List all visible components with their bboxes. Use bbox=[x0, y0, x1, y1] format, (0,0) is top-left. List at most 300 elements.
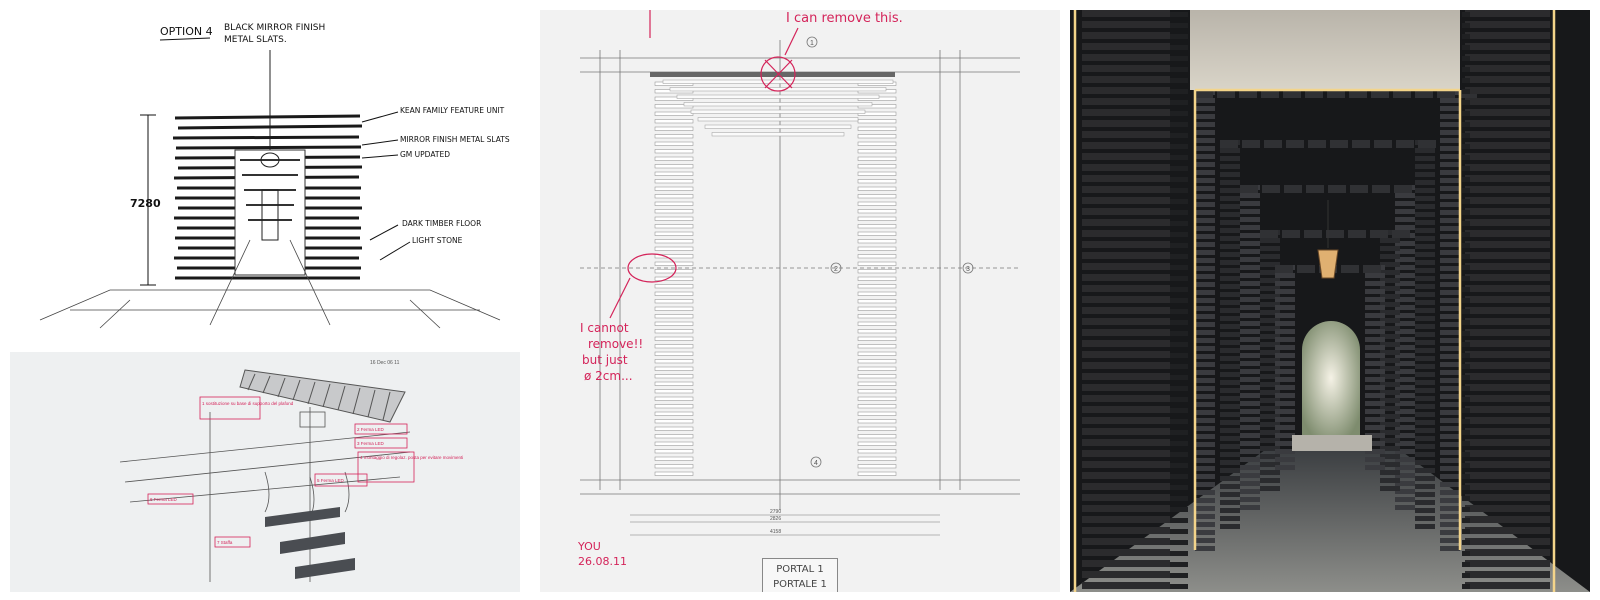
slat bbox=[655, 247, 693, 251]
frame-slat bbox=[1395, 505, 1415, 510]
frame-slat bbox=[1240, 241, 1260, 246]
frame-slat bbox=[1220, 228, 1240, 233]
frame-slat bbox=[1395, 209, 1415, 214]
frame-slat bbox=[1415, 436, 1435, 441]
slat bbox=[655, 375, 693, 379]
slat bbox=[1465, 175, 1550, 182]
slat bbox=[858, 367, 896, 371]
slat bbox=[858, 195, 896, 199]
slat bbox=[1462, 243, 1470, 248]
slat bbox=[1465, 472, 1550, 479]
slat bbox=[1462, 177, 1470, 182]
slat bbox=[858, 277, 896, 281]
slat bbox=[655, 300, 693, 304]
slat bbox=[858, 120, 896, 124]
frame-slat bbox=[1440, 402, 1460, 407]
slat bbox=[698, 118, 858, 122]
frame-slat bbox=[1415, 468, 1435, 473]
slat bbox=[1465, 10, 1550, 17]
slat bbox=[1462, 309, 1470, 314]
slat bbox=[1082, 318, 1170, 325]
slat bbox=[655, 322, 693, 326]
slat bbox=[1465, 395, 1550, 402]
frame-slat bbox=[1415, 148, 1435, 153]
frame-slat bbox=[1365, 369, 1385, 374]
frame-slat bbox=[1275, 273, 1295, 278]
slat bbox=[1170, 441, 1188, 446]
frame-slat bbox=[1440, 394, 1460, 399]
slat bbox=[1170, 507, 1188, 512]
frame-slat bbox=[1220, 252, 1240, 257]
slat bbox=[858, 262, 896, 266]
frame-slat bbox=[1415, 356, 1435, 361]
frame-slat bbox=[1365, 281, 1385, 286]
frame-slat bbox=[1415, 508, 1435, 513]
sketch-label: DARK TIMBER FLOOR bbox=[402, 219, 482, 228]
slat bbox=[655, 187, 693, 191]
frame-slat bbox=[1440, 178, 1460, 183]
frame-slat bbox=[1440, 234, 1460, 239]
slat bbox=[858, 427, 896, 431]
frame-slat bbox=[1365, 401, 1385, 406]
frame-slat bbox=[1195, 458, 1215, 463]
frame-slat bbox=[1195, 426, 1215, 431]
frame-slat bbox=[1395, 497, 1415, 502]
detail-date-note: 16 Dec 06 11 bbox=[370, 360, 400, 366]
slat bbox=[1465, 483, 1550, 490]
frame-slat bbox=[1275, 305, 1295, 310]
frame-slat bbox=[1415, 252, 1435, 257]
frame-slat bbox=[1195, 370, 1215, 375]
frame-slat bbox=[1365, 337, 1385, 342]
slat bbox=[655, 330, 693, 334]
slat bbox=[1082, 395, 1170, 402]
slat bbox=[1170, 562, 1188, 567]
frame-slat bbox=[1415, 308, 1435, 313]
frame-slat bbox=[1195, 354, 1215, 359]
slat bbox=[1465, 560, 1550, 567]
frame-slat bbox=[1440, 370, 1460, 375]
slat bbox=[858, 217, 896, 221]
slat bbox=[1170, 12, 1188, 17]
slat bbox=[1462, 364, 1470, 369]
slat bbox=[1465, 571, 1550, 578]
slat bbox=[1082, 560, 1170, 567]
frame-slat bbox=[1440, 314, 1460, 319]
slat bbox=[1465, 197, 1550, 204]
slat bbox=[705, 125, 851, 129]
slat bbox=[1082, 274, 1170, 281]
slat bbox=[1082, 527, 1170, 534]
frame-slat bbox=[1365, 417, 1385, 422]
frame-slat bbox=[1195, 346, 1215, 351]
slat bbox=[1170, 452, 1188, 457]
frame-slat bbox=[1415, 316, 1435, 321]
slat bbox=[1170, 254, 1188, 259]
slat bbox=[858, 142, 896, 146]
frame-slat bbox=[1240, 233, 1260, 238]
slat bbox=[1462, 221, 1470, 226]
frame-slat bbox=[1195, 154, 1215, 159]
frame-slat bbox=[1440, 474, 1460, 479]
frame-slat bbox=[1415, 212, 1435, 217]
frame-slat bbox=[1240, 497, 1260, 502]
slat bbox=[1462, 111, 1470, 116]
slat bbox=[1170, 474, 1188, 479]
slat bbox=[655, 307, 693, 311]
frame-slat bbox=[1242, 140, 1260, 148]
slat bbox=[1082, 65, 1170, 72]
frame-slat bbox=[1220, 420, 1240, 425]
frame-slat bbox=[1415, 388, 1435, 393]
frame-slat bbox=[1348, 230, 1366, 238]
frame-slat bbox=[1220, 220, 1240, 225]
frame-slat bbox=[1440, 258, 1460, 263]
frame-slat bbox=[1262, 185, 1280, 193]
frame-slat bbox=[1195, 202, 1215, 207]
slat bbox=[1170, 34, 1188, 39]
slat bbox=[1462, 133, 1470, 138]
frame-slat bbox=[1275, 345, 1295, 350]
slat bbox=[1462, 584, 1470, 589]
frame-slat bbox=[1415, 188, 1435, 193]
frame-slat bbox=[1195, 474, 1215, 479]
slat bbox=[655, 277, 693, 281]
frame-slat bbox=[1240, 225, 1260, 230]
frame-slat bbox=[1380, 238, 1400, 243]
slat bbox=[858, 315, 896, 319]
frame-slat bbox=[1195, 466, 1215, 471]
frame-slat bbox=[1415, 180, 1435, 185]
frame-slat bbox=[1220, 500, 1240, 505]
slat bbox=[1170, 111, 1188, 116]
frame-slat bbox=[1195, 290, 1215, 295]
slat bbox=[1170, 155, 1188, 160]
slat bbox=[1465, 384, 1550, 391]
frame-slat bbox=[1306, 185, 1324, 193]
frame-slat bbox=[1195, 306, 1215, 311]
frame-slat bbox=[1195, 114, 1215, 119]
frame-slat bbox=[1440, 146, 1460, 151]
slat bbox=[655, 270, 693, 274]
slat bbox=[655, 232, 693, 236]
frame-slat bbox=[1418, 140, 1436, 148]
frame-slat bbox=[1440, 226, 1460, 231]
slat bbox=[655, 405, 693, 409]
frame-slat bbox=[1195, 410, 1215, 415]
slat bbox=[1082, 186, 1170, 193]
frame-slat bbox=[1440, 170, 1460, 175]
slat bbox=[655, 382, 693, 386]
frame-slat bbox=[1220, 484, 1240, 489]
frame-slat bbox=[1415, 196, 1435, 201]
dimension-value: 2790 bbox=[770, 509, 782, 515]
frame-slat bbox=[1195, 538, 1215, 543]
slat bbox=[655, 165, 693, 169]
slat bbox=[655, 217, 693, 221]
slat bbox=[1170, 133, 1188, 138]
corridor-photo-panel bbox=[1070, 10, 1590, 592]
frame-slat bbox=[1220, 508, 1240, 513]
frame-slat bbox=[1415, 492, 1435, 497]
frame-slat bbox=[1275, 369, 1295, 374]
slat bbox=[1465, 582, 1550, 589]
frame-slat bbox=[1365, 329, 1385, 334]
frame-slat bbox=[1260, 470, 1280, 475]
slat bbox=[655, 157, 693, 161]
slat bbox=[1170, 353, 1188, 358]
slat bbox=[1170, 100, 1188, 105]
slat bbox=[858, 225, 896, 229]
stamp-line: PORTALE 1 bbox=[773, 579, 827, 590]
slat bbox=[655, 397, 693, 401]
frame-slat bbox=[1240, 369, 1260, 374]
frame-slat bbox=[1415, 484, 1435, 489]
slat bbox=[1082, 252, 1170, 259]
slat bbox=[1465, 274, 1550, 281]
frame-slat bbox=[1415, 476, 1435, 481]
frame-slat bbox=[1240, 313, 1260, 318]
slat bbox=[1462, 287, 1470, 292]
slat bbox=[1465, 153, 1550, 160]
slat bbox=[655, 390, 693, 394]
frame-slat bbox=[1395, 193, 1415, 198]
frame-slat bbox=[1260, 230, 1278, 238]
slat bbox=[858, 300, 896, 304]
slat bbox=[684, 103, 872, 107]
slat bbox=[655, 180, 693, 184]
frame-slat bbox=[1275, 465, 1295, 470]
frame-slat bbox=[1380, 254, 1400, 259]
slat bbox=[858, 405, 896, 409]
frame-slat bbox=[1195, 442, 1215, 447]
slat bbox=[655, 225, 693, 229]
slat bbox=[1462, 353, 1470, 358]
slat bbox=[1170, 67, 1188, 72]
slat bbox=[858, 172, 896, 176]
slat bbox=[655, 352, 693, 356]
slat bbox=[1465, 142, 1550, 149]
frame-slat bbox=[1394, 185, 1412, 193]
title-stamp bbox=[762, 558, 838, 592]
frame-slat bbox=[1275, 417, 1295, 422]
frame-slat bbox=[1220, 332, 1240, 337]
frame-slat bbox=[1220, 476, 1240, 481]
slat bbox=[1082, 362, 1170, 369]
frame-slat bbox=[1415, 524, 1435, 529]
slat bbox=[1462, 408, 1470, 413]
frame-slat bbox=[1240, 273, 1260, 278]
frame-slat bbox=[1240, 433, 1260, 438]
slat bbox=[1170, 276, 1188, 281]
slat bbox=[1170, 188, 1188, 193]
slat bbox=[858, 457, 896, 461]
frame-slat bbox=[1260, 486, 1280, 491]
slat bbox=[1462, 56, 1470, 61]
slat bbox=[1082, 329, 1170, 336]
slat bbox=[858, 330, 896, 334]
frame-slat bbox=[1195, 282, 1215, 287]
slat bbox=[858, 165, 896, 169]
slat bbox=[655, 142, 693, 146]
slat bbox=[1082, 384, 1170, 391]
detail-drawing bbox=[10, 352, 520, 592]
frame-slat bbox=[1275, 457, 1295, 462]
slat bbox=[858, 375, 896, 379]
slat bbox=[1462, 342, 1470, 347]
slat bbox=[1170, 463, 1188, 468]
frame-slat bbox=[1440, 130, 1460, 135]
slat bbox=[1462, 199, 1470, 204]
frame-slat bbox=[1392, 230, 1410, 238]
frame-slat bbox=[1380, 478, 1400, 483]
frame-slat bbox=[1220, 412, 1240, 417]
frame-slat bbox=[1440, 250, 1460, 255]
frame-slat bbox=[1240, 353, 1260, 358]
slat bbox=[1465, 186, 1550, 193]
slat bbox=[1465, 329, 1550, 336]
slat bbox=[1170, 199, 1188, 204]
frame-slat bbox=[1326, 230, 1344, 238]
frame-slat bbox=[1220, 308, 1240, 313]
frame-slat bbox=[1195, 266, 1215, 271]
slat bbox=[1465, 21, 1550, 28]
frame-slat bbox=[1240, 321, 1260, 326]
slat bbox=[1462, 210, 1470, 215]
frame-slat bbox=[1352, 140, 1370, 148]
frame-slat bbox=[1275, 361, 1295, 366]
slat bbox=[1082, 87, 1170, 94]
frame-slat bbox=[1308, 140, 1326, 148]
frame-slat bbox=[1440, 194, 1460, 199]
frame-slat bbox=[1240, 393, 1260, 398]
frame-slat bbox=[1297, 265, 1315, 273]
slat bbox=[655, 442, 693, 446]
frame-slat bbox=[1195, 98, 1215, 103]
slat bbox=[1462, 78, 1470, 83]
slat bbox=[1170, 177, 1188, 182]
slat bbox=[858, 472, 896, 476]
slat bbox=[655, 292, 693, 296]
slat bbox=[858, 352, 896, 356]
slat bbox=[1462, 23, 1470, 28]
slat bbox=[858, 307, 896, 311]
frame-slat bbox=[1440, 266, 1460, 271]
slat bbox=[1465, 32, 1550, 39]
slat bbox=[1465, 549, 1550, 556]
sketch-title-3: METAL SLATS. bbox=[224, 35, 287, 45]
slat bbox=[1170, 243, 1188, 248]
slat bbox=[655, 127, 693, 131]
slat bbox=[655, 360, 693, 364]
frame-slat bbox=[1220, 300, 1240, 305]
frame-slat bbox=[1440, 538, 1460, 543]
frame-slat bbox=[1415, 300, 1435, 305]
slat bbox=[858, 247, 896, 251]
frame-slat bbox=[1220, 172, 1240, 177]
slat bbox=[1465, 76, 1550, 83]
slat bbox=[1170, 573, 1188, 578]
frame-slat bbox=[1240, 361, 1260, 366]
frame-slat bbox=[1240, 377, 1260, 382]
frame-slat bbox=[1365, 457, 1385, 462]
frame-slat bbox=[1440, 426, 1460, 431]
slat bbox=[1465, 373, 1550, 380]
frame-slat bbox=[1220, 140, 1238, 148]
sketch-label: LIGHT STONE bbox=[412, 236, 463, 245]
frame-slat bbox=[1195, 546, 1215, 551]
slat bbox=[1082, 142, 1170, 149]
red-annotations bbox=[610, 10, 798, 318]
sketch-title-2: BLACK MIRROR FINISH bbox=[224, 23, 326, 33]
frame-slat bbox=[1195, 162, 1215, 167]
frame-slat bbox=[1415, 380, 1435, 385]
frame-slat bbox=[1220, 452, 1240, 457]
slat bbox=[1465, 120, 1550, 127]
frame-slat bbox=[1195, 274, 1215, 279]
marker-label: 1 bbox=[810, 40, 814, 47]
frame-slat bbox=[1440, 162, 1460, 167]
slat bbox=[1170, 518, 1188, 523]
frame-slat bbox=[1220, 372, 1240, 377]
frame-slat bbox=[1372, 185, 1390, 193]
slat bbox=[1082, 197, 1170, 204]
frame-slat bbox=[1275, 377, 1295, 382]
slat bbox=[1170, 408, 1188, 413]
slat bbox=[1462, 507, 1470, 512]
frame-slat bbox=[1440, 530, 1460, 535]
frame-slat bbox=[1240, 481, 1260, 486]
frame-slat bbox=[1286, 140, 1304, 148]
slat bbox=[1465, 241, 1550, 248]
frame-slat bbox=[1240, 409, 1260, 414]
slat bbox=[1465, 318, 1550, 325]
frame-slat bbox=[1195, 226, 1215, 231]
slat bbox=[1462, 397, 1470, 402]
technical-drawing-panel bbox=[540, 10, 1060, 592]
frame-slat bbox=[1195, 506, 1215, 511]
frame-slat bbox=[1415, 260, 1435, 265]
slat bbox=[858, 202, 896, 206]
slat bbox=[1170, 210, 1188, 215]
frame-slat bbox=[1195, 234, 1215, 239]
frame-slat bbox=[1365, 313, 1385, 318]
slat bbox=[1462, 430, 1470, 435]
slat bbox=[1082, 241, 1170, 248]
slat bbox=[1082, 175, 1170, 182]
frame-slat bbox=[1220, 236, 1240, 241]
frame-slat bbox=[1240, 465, 1260, 470]
frame-slat bbox=[1275, 337, 1295, 342]
frame-slat bbox=[1195, 378, 1215, 383]
slat bbox=[1462, 331, 1470, 336]
sketch-dimension: 7280 bbox=[130, 197, 161, 210]
frame-slat bbox=[1415, 444, 1435, 449]
frame-slat bbox=[1195, 482, 1215, 487]
frame-slat bbox=[1275, 385, 1295, 390]
frame-slat bbox=[1440, 386, 1460, 391]
frame-slat bbox=[1440, 322, 1460, 327]
slat bbox=[1465, 43, 1550, 50]
frame-slat bbox=[1195, 130, 1215, 135]
slat bbox=[1462, 573, 1470, 578]
slat bbox=[1462, 551, 1470, 556]
frame-slat bbox=[1395, 225, 1415, 230]
frame-slat bbox=[1220, 524, 1240, 529]
slat bbox=[655, 435, 693, 439]
slat bbox=[858, 255, 896, 259]
slat bbox=[1082, 461, 1170, 468]
